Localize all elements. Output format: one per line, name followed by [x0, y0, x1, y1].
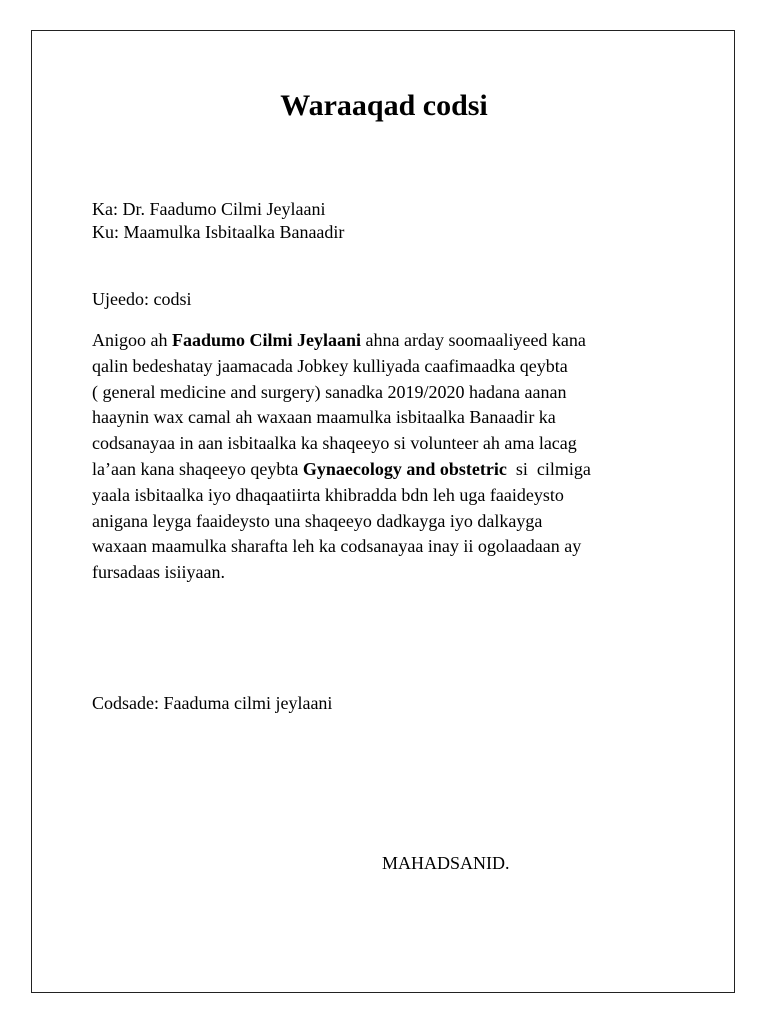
body-text: ahna arday soomaaliyeed kana [361, 330, 586, 350]
body-line [92, 328, 682, 354]
body-line [92, 457, 682, 483]
recipient-org-line: Ku: Maamulka Isbitaalka Banaadir [92, 222, 345, 242]
body-line: qalin bedeshatay jaamacada Jobkey kulliyada caafimaadka qeybta [92, 355, 568, 376]
body-line: haaynin wax camal ah waxaan maamulka isbitaalka Banaadir ka [92, 407, 556, 428]
body-line: yaala isbitaalka iyo dhaqaatiirta khibradda bdn leh uga faaideysto [92, 484, 564, 505]
body-line: anigana leyga faaideysto una shaqeeyo dadkayga iyo dalkayga [92, 510, 543, 531]
body-text: Anigoo ah [92, 330, 172, 350]
body-text: si cilmiga [506, 458, 591, 479]
signature-line: Codsade: Faaduma cilmi jeylaani [92, 693, 333, 713]
subject-line: Ujeedo: codsi [92, 289, 192, 309]
body-line: codsanayaa in aan isbitaalka ka shaqeeyo si volunteer ah ama lacag [92, 433, 577, 454]
document-title: Waraaqad codsi [280, 89, 488, 122]
recipient-line: Ka: Dr. Faadumo Cilmi Jeylaani [92, 199, 326, 219]
body-line: ( general medicine and surgery) sanadka 2019/2020 hadana aanan [92, 381, 567, 402]
body-line: fursadaas isiiyaan. [92, 562, 225, 583]
closing-text: MAHADSANID. [382, 853, 510, 873]
letter-body [92, 328, 682, 586]
department-bold: Gynaecology and obstetric [302, 458, 507, 479]
applicant-name-bold: Faadumo Cilmi Jeylaani [172, 330, 362, 350]
body-text: la’aan kana shaqeeyo qeybta [92, 458, 303, 479]
body-line: waxaan maamulka sharafta leh ka codsanayaa inay ii ogolaadaan ay [92, 536, 582, 557]
